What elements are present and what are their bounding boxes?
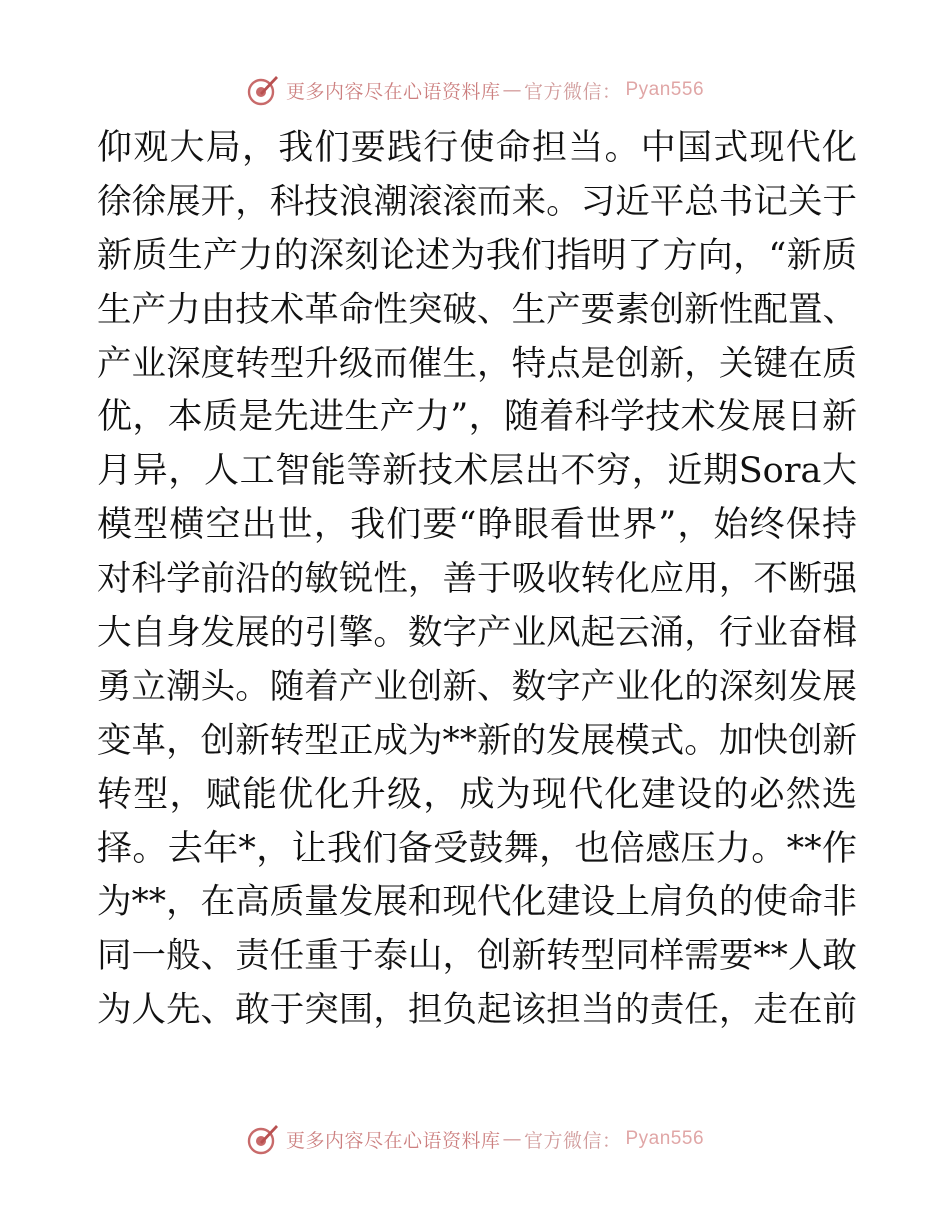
text-line: 月异，人工智能等新技术层出不穷，近期Sora大	[97, 451, 857, 492]
text-line: 优，本质是先进生产力”，随着科学技术发展日新	[97, 397, 857, 438]
text-line: 新质生产力的深刻论述为我们指明了方向，“新质	[97, 235, 857, 276]
text-line: 为人先、敢于突围，担负起该担当的责任，走在前	[97, 990, 857, 1031]
text-line: 择。去年*，让我们备受鼓舞，也倍感压力。**作	[97, 828, 857, 869]
watermark-text: 更多内容尽在心语资料库	[285, 1129, 501, 1152]
watermark-wechat-label: 官方微信：	[523, 1129, 622, 1152]
text-line: 生产力由技术革命性突破、生产要素创新性配置、	[97, 289, 857, 330]
document-body	[97, 122, 857, 1038]
text-line: 仰观大局，我们要践行使命担当。中国式现代化	[97, 128, 857, 168]
text-line: 变革，创新转型正成为**新的发展模式。加快创新	[97, 720, 857, 761]
text-line: 对科学前沿的敏锐性，善于吸收转化应用，不断强	[97, 559, 857, 600]
watermark-footer	[0, 1119, 950, 1159]
text-line: 模型横空出世，我们要“睁眼看世界”，始终保持	[97, 505, 857, 546]
text-line: 转型，赋能优化升级，成为现代化建设的必然选	[97, 774, 857, 815]
quill-seal-icon	[246, 1122, 280, 1156]
watermark-dash: —	[502, 1128, 522, 1150]
watermark-dash: —	[502, 79, 522, 101]
watermark-wechat-id: Pyan556	[625, 1128, 705, 1149]
watermark-text: 更多内容尽在心语资料库	[285, 80, 501, 103]
watermark-header	[0, 70, 950, 110]
text-line: 大自身发展的引擎。数字产业风起云涌，行业奋楫	[97, 613, 857, 654]
text-line: 同一般、责任重于泰山，创新转型同样需要**人敢	[97, 936, 857, 977]
quill-seal-icon	[246, 73, 280, 107]
text-line: 为**，在高质量发展和现代化建设上肩负的使命非	[97, 882, 857, 923]
text-line: 勇立潮头。随着产业创新、数字产业化的深刻发展	[97, 666, 857, 707]
text-line: 徐徐展开，科技浪潮滚滚而来。习近平总书记关于	[97, 181, 857, 222]
text-line: 产业深度转型升级而催生，特点是创新，关键在质	[97, 343, 857, 384]
watermark-wechat-label: 官方微信：	[523, 80, 622, 103]
watermark-wechat-id: Pyan556	[625, 79, 705, 100]
